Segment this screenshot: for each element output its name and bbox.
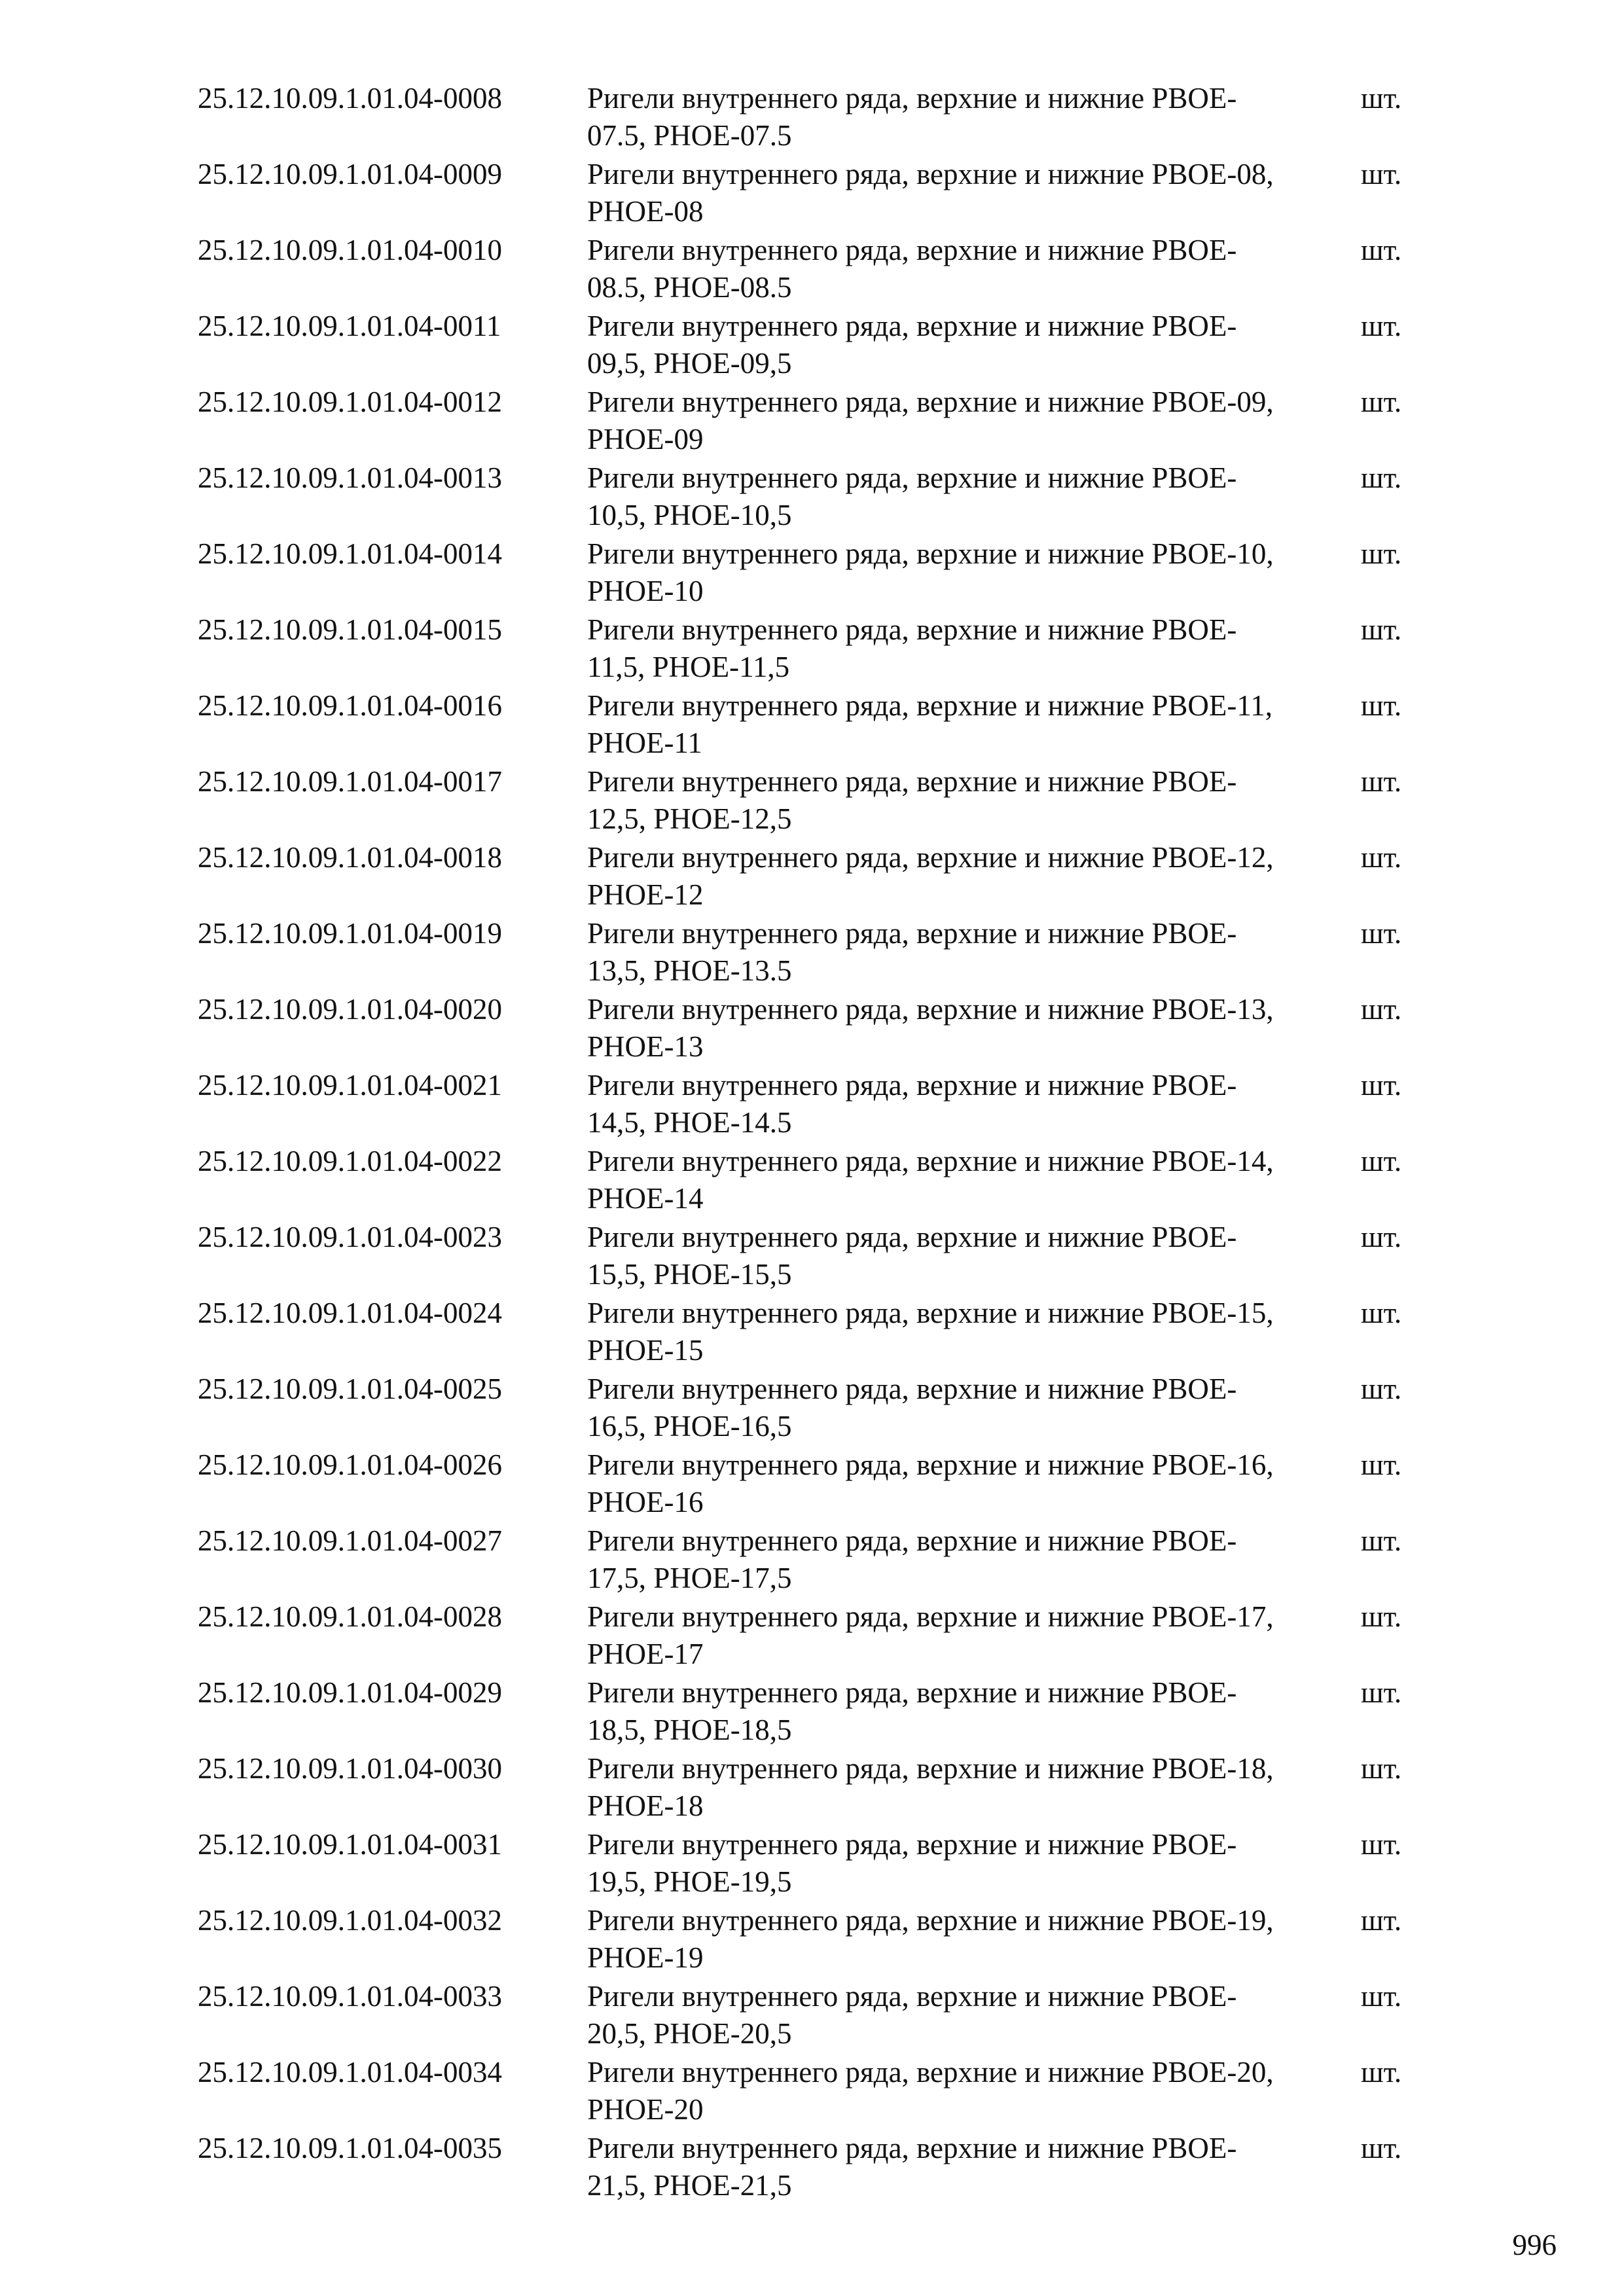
resource-unit: шт. [1361,1904,1402,1937]
resource-name-line-2: РНОЕ-19 [587,1941,704,1974]
table-row [198,1674,1428,1750]
resource-name [587,1902,1361,1978]
table-row [198,991,1428,1067]
resource-name-line-2: 15,5, РНОЕ-15,5 [587,1258,792,1291]
resource-unit: шт. [1361,461,1402,494]
resource-code: 25.12.10.09.1.01.04-0031 [198,1828,502,1861]
resource-name-line-2: 08.5, РНОЕ-08.5 [587,271,792,304]
resource-name-line-2: РНОЕ-09 [587,423,704,456]
resource-name-line-1: Ригели внутреннего ряда, верхние и нижние РВОЕ- [587,1980,1237,2013]
table-row [198,1750,1428,1826]
table-row [198,763,1428,839]
table-row [198,1295,1428,1371]
resource-code: 25.12.10.09.1.01.04-0013 [198,461,502,494]
resource-code: 25.12.10.09.1.01.04-0015 [198,613,502,646]
resource-name-line-1: Ригели внутреннего ряда, верхние и нижние РВОЕ-10, [587,537,1274,570]
table-row [198,308,1428,384]
resource-name [587,1978,1361,2054]
resource-name-line-1: Ригели внутреннего ряда, верхние и нижние РВОЕ- [587,234,1237,266]
resource-name [587,915,1361,991]
resource-name-line-2: 21,5, РНОЕ-21,5 [587,2169,792,2202]
resource-name-line-1: Ригели внутреннего ряда, верхние и нижние РВОЕ-14, [587,1145,1274,1177]
resource-name [587,384,1361,459]
resource-name-line-2: 14,5, РНОЕ-14.5 [587,1106,792,1139]
resource-code: 25.12.10.09.1.01.04-0012 [198,386,502,418]
resource-name-line-1: Ригели внутреннего ряда, верхние и нижние РВОЕ- [587,1524,1237,1557]
resource-name-line-1: Ригели внутреннего ряда, верхние и нижние РВОЕ- [587,613,1237,646]
resource-name-line-1: Ригели внутреннего ряда, верхние и нижние РВОЕ-09, [587,386,1274,418]
resource-code: 25.12.10.09.1.01.04-0011 [198,310,501,342]
resource-name [587,1067,1361,1143]
table-row [198,1598,1428,1674]
resource-name [587,308,1361,384]
resource-name-line-2: 19,5, РНОЕ-19,5 [587,1865,792,1898]
resource-code: 25.12.10.09.1.01.04-0024 [198,1297,502,1329]
resource-unit: шт. [1361,234,1402,266]
resource-name [587,991,1361,1067]
resource-name-line-1: Ригели внутреннего ряда, верхние и нижние РВОЕ-19, [587,1904,1274,1937]
resource-unit: шт. [1361,1372,1402,1405]
resource-name [587,1295,1361,1371]
resource-name-line-1: Ригели внутреннего ряда, верхние и нижние РВОЕ-16, [587,1448,1274,1481]
resource-name-line-1: Ригели внутреннего ряда, верхние и нижние РВОЕ- [587,82,1237,115]
resource-name-line-2: РНОЕ-16 [587,1486,704,1518]
resource-unit: шт. [1361,1676,1402,1709]
table-row [198,1143,1428,1219]
resource-name-line-1: Ригели внутреннего ряда, верхние и нижние РВОЕ-20, [587,2056,1274,2089]
resource-list [198,80,1428,2206]
resource-unit: шт. [1361,1752,1402,1785]
resource-code: 25.12.10.09.1.01.04-0023 [198,1221,502,1253]
resource-unit: шт. [1361,1297,1402,1329]
table-row [198,1826,1428,1902]
resource-name-line-1: Ригели внутреннего ряда, верхние и нижние РВОЕ- [587,1372,1237,1405]
resource-code: 25.12.10.09.1.01.04-0008 [198,82,502,115]
resource-name-line-1: Ригели внутреннего ряда, верхние и нижние РВОЕ- [587,1221,1237,1253]
resource-name-line-2: 09,5, РНОЕ-09,5 [587,347,792,380]
resource-unit: шт. [1361,2056,1402,2089]
resource-code: 25.12.10.09.1.01.04-0025 [198,1372,502,1405]
resource-unit: шт. [1361,82,1402,115]
resource-name [587,1674,1361,1750]
table-row [198,1978,1428,2054]
resource-unit: шт. [1361,386,1402,418]
table-row [198,80,1428,156]
table-row [198,232,1428,308]
resource-unit: шт. [1361,1600,1402,1633]
resource-unit: шт. [1361,2132,1402,2164]
resource-name-line-2: 17,5, РНОЕ-17,5 [587,1562,792,1594]
resource-code: 25.12.10.09.1.01.04-0020 [198,993,502,1026]
resource-code: 25.12.10.09.1.01.04-0034 [198,2056,502,2089]
resource-code: 25.12.10.09.1.01.04-0029 [198,1676,502,1709]
resource-name [587,1219,1361,1295]
resource-name-line-2: 07.5, РНОЕ-07.5 [587,119,792,152]
resource-name-line-2: РНОЕ-17 [587,1638,704,1670]
resource-code: 25.12.10.09.1.01.04-0016 [198,689,502,722]
resource-code: 25.12.10.09.1.01.04-0026 [198,1448,502,1481]
resource-name [587,80,1361,156]
resource-name [587,2130,1361,2206]
resource-name [587,611,1361,687]
page-number: 996 [1512,2229,1557,2261]
resource-code: 25.12.10.09.1.01.04-0010 [198,234,502,266]
resource-code: 25.12.10.09.1.01.04-0035 [198,2132,502,2164]
resource-unit: шт. [1361,1524,1402,1557]
table-row [198,1067,1428,1143]
resource-unit: шт. [1361,917,1402,950]
table-row [198,156,1428,232]
resource-name-line-1: Ригели внутреннего ряда, верхние и нижние РВОЕ-18, [587,1752,1274,1785]
resource-name [587,1446,1361,1522]
table-row [198,1446,1428,1522]
resource-name-line-2: РНОЕ-10 [587,575,704,607]
resource-name [587,839,1361,915]
resource-name-line-1: Ригели внутреннего ряда, верхние и нижние РВОЕ-15, [587,1297,1274,1329]
resource-name-line-2: 16,5, РНОЕ-16,5 [587,1410,792,1443]
resource-code: 25.12.10.09.1.01.04-0014 [198,537,502,570]
resource-unit: шт. [1361,537,1402,570]
resource-unit: шт. [1361,765,1402,798]
resource-name [587,1522,1361,1598]
table-row [198,839,1428,915]
resource-name-line-1: Ригели внутреннего ряда, верхние и нижние РВОЕ- [587,310,1237,342]
resource-name-line-2: 12,5, РНОЕ-12,5 [587,802,792,835]
resource-unit: шт. [1361,1145,1402,1177]
resource-name-line-1: Ригели внутреннего ряда, верхние и нижние РВОЕ- [587,1828,1237,1861]
table-row [198,2054,1428,2130]
resource-code: 25.12.10.09.1.01.04-0030 [198,1752,502,1785]
resource-code: 25.12.10.09.1.01.04-0021 [198,1069,502,1102]
resource-name-line-1: Ригели внутреннего ряда, верхние и нижние РВОЕ- [587,2132,1237,2164]
resource-name [587,156,1361,232]
resource-name-line-2: 11,5, РНОЕ-11,5 [587,651,790,683]
resource-unit: шт. [1361,1069,1402,1102]
resource-unit: шт. [1361,158,1402,190]
resource-name-line-1: Ригели внутреннего ряда, верхние и нижние РВОЕ- [587,1069,1237,1102]
table-row [198,611,1428,687]
resource-name [587,1143,1361,1219]
resource-name [587,763,1361,839]
resource-code: 25.12.10.09.1.01.04-0018 [198,841,502,874]
resource-name [587,1371,1361,1446]
resource-name-line-2: 20,5, РНОЕ-20,5 [587,2017,792,2050]
resource-name-line-1: Ригели внутреннего ряда, верхние и нижние РВОЕ-13, [587,993,1274,1026]
resource-code: 25.12.10.09.1.01.04-0017 [198,765,502,798]
resource-name-line-2: РНОЕ-08 [587,195,704,228]
resource-name-line-2: РНОЕ-14 [587,1182,704,1215]
table-row [198,384,1428,459]
resource-unit: шт. [1361,993,1402,1026]
resource-name-line-1: Ригели внутреннего ряда, верхние и нижние РВОЕ- [587,461,1237,494]
resource-name-line-2: 10,5, РНОЕ-10,5 [587,499,792,531]
resource-code: 25.12.10.09.1.01.04-0009 [198,158,502,190]
resource-unit: шт. [1361,841,1402,874]
resource-code: 25.12.10.09.1.01.04-0028 [198,1600,502,1633]
resource-name-line-1: Ригели внутреннего ряда, верхние и нижние РВОЕ-08, [587,158,1274,190]
resource-code: 25.12.10.09.1.01.04-0022 [198,1145,502,1177]
resource-name-line-2: 13,5, РНОЕ-13.5 [587,954,792,987]
resource-name-line-2: РНОЕ-18 [587,1789,704,1822]
resource-code: 25.12.10.09.1.01.04-0019 [198,917,502,950]
resource-name [587,1598,1361,1674]
table-row [198,459,1428,535]
resource-name-line-1: Ригели внутреннего ряда, верхние и нижние РВОЕ- [587,1676,1237,1709]
resource-code: 25.12.10.09.1.01.04-0032 [198,1904,502,1937]
table-row [198,2130,1428,2206]
resource-name [587,535,1361,611]
table-row [198,915,1428,991]
table-row [198,687,1428,763]
resource-unit: шт. [1361,1980,1402,2013]
resource-code: 25.12.10.09.1.01.04-0027 [198,1524,502,1557]
resource-name-line-1: Ригели внутреннего ряда, верхние и нижние РВОЕ- [587,917,1237,950]
resource-unit: шт. [1361,1221,1402,1253]
resource-name-line-2: РНОЕ-12 [587,878,704,911]
resource-code: 25.12.10.09.1.01.04-0033 [198,1980,502,2013]
resource-name-line-1: Ригели внутреннего ряда, верхние и нижние РВОЕ- [587,765,1237,798]
resource-name [587,1826,1361,1902]
resource-name [587,232,1361,308]
resource-unit: шт. [1361,613,1402,646]
resource-name-line-2: РНОЕ-15 [587,1334,704,1367]
resource-name-line-1: Ригели внутреннего ряда, верхние и нижние РВОЕ-12, [587,841,1274,874]
resource-unit: шт. [1361,310,1402,342]
resource-name-line-2: РНОЕ-11 [587,726,702,759]
table-row [198,1902,1428,1978]
table-row [198,535,1428,611]
resource-name-line-2: 18,5, РНОЕ-18,5 [587,1713,792,1746]
table-row [198,1522,1428,1598]
resource-name-line-1: Ригели внутреннего ряда, верхние и нижние РВОЕ-11, [587,689,1272,722]
resource-name-line-1: Ригели внутреннего ряда, верхние и нижние РВОЕ-17, [587,1600,1274,1633]
resource-unit: шт. [1361,689,1402,722]
resource-name [587,2054,1361,2130]
table-row [198,1371,1428,1446]
resource-name-line-2: РНОЕ-20 [587,2093,704,2126]
resource-name [587,1750,1361,1826]
resource-unit: шт. [1361,1448,1402,1481]
table-row [198,1219,1428,1295]
resource-name [587,459,1361,535]
resource-unit: шт. [1361,1828,1402,1861]
resource-name-line-2: РНОЕ-13 [587,1030,704,1063]
resource-name [587,687,1361,763]
